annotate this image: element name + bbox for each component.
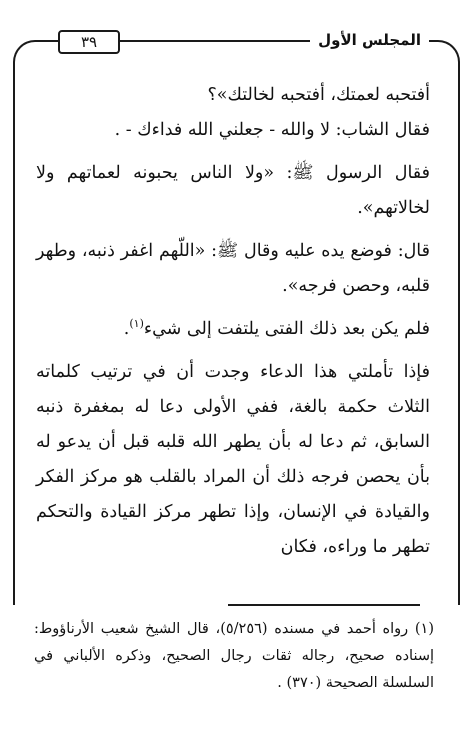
paragraph-end-mark: . <box>123 319 130 339</box>
paragraph: أفتحبه لعمتك، أفتحبه لخالتك»؟ <box>207 85 430 105</box>
paragraph: فقال الشاب: لا والله - جعلني الله فداءك - . <box>114 120 430 140</box>
main-text <box>36 78 430 573</box>
footnote-divider <box>228 604 420 606</box>
paragraph: قال: فوضع يده عليه وقال ﷺ: «اللّهم اغفر ذنبه، وطهر قلبه، وحصن فرجه». <box>36 241 430 296</box>
running-title: المجلس الأول <box>310 28 429 52</box>
paragraph: فإذا تأملتي هذا الدعاء وجدت أن في ترتيب كلماته الثلاث حكمة بالغة، ففي الأولى دعا له بمغفرة ذنبه السابق، ثم دعا له بأن يطهر الله قلبه قبل أن يدعو له بأن يحصن فرجه ذلك أن المراد بالقلب هو مركز الفكر والقيادة في الإنسان، وإذا تطهر مركز القيادة والتحكم تطهر ما وراءه، فكان <box>36 362 430 557</box>
footnote: (١) رواه أحمد في مسنده (٥/٢٥٦)، قال الشيخ شعيب الأرناؤوط: إسناده صحيح، رجاله ثقات رجال الصحيح، وذكره الألباني في السلسلة الصحيحة (٣٧٠) . <box>34 621 434 691</box>
paragraph: فقال الرسول ﷺ: «ولا الناس يحبونه لعماتهم ولا لخالاتهم». <box>36 163 430 218</box>
paragraph <box>36 312 430 347</box>
paragraph-text: فلم يكن بعد ذلك الفتى يلتفت إلى شيء <box>143 319 430 339</box>
page-number: ٣٩ <box>58 30 120 54</box>
footnote-reference: (١) <box>129 317 144 331</box>
